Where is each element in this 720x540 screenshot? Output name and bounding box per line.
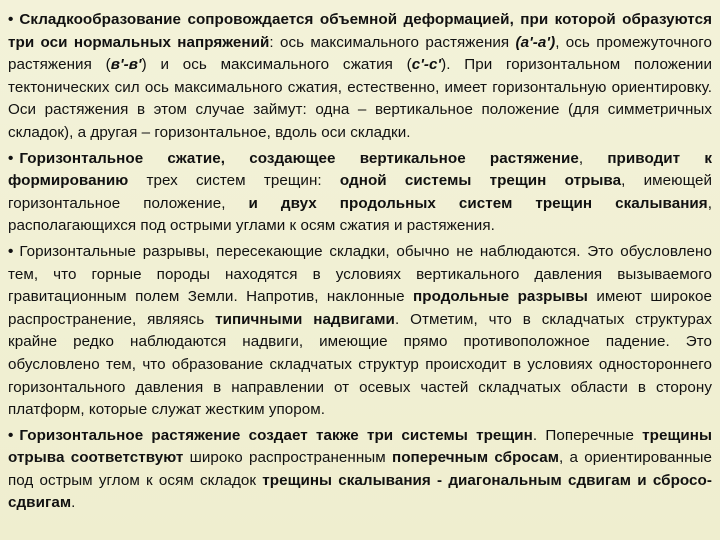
bullet-icon: • xyxy=(8,11,14,28)
paragraph-4-bold-3: поперечным сбросам xyxy=(392,449,559,467)
paragraph-2-text-3: , имеющей горизонтальное положение, xyxy=(8,172,712,212)
paragraph-4-bold-1: Горизонтальное растяжение создает также три системы трещин xyxy=(19,426,533,444)
axis-label-a: (a'-a') xyxy=(515,33,556,51)
paragraph-2-bold-4: и двух продольных систем трещин скалывания xyxy=(248,194,708,212)
paragraph-1-text-2: , ось промежуточного растяжения ( xyxy=(8,33,712,74)
paragraph-2-bold-2: приводит к формированию xyxy=(8,149,712,190)
paragraph-4-bold-4: трещины скалывания - диагональным сдвигам и сбросо-сдвигам xyxy=(8,471,712,512)
paragraph-4-text-3: , а ориентированные под острым углом к осям складок xyxy=(8,449,713,489)
axis-label-c: с'-с' xyxy=(411,56,442,74)
paragraph-1-bold-1: Складкообразование сопровождается объемной деформацией, при которой образуются три оси нормальных напряжений xyxy=(8,11,712,51)
paragraph-2-text-2: трех систем трещин: xyxy=(128,172,340,190)
paragraph-horizontal-extension xyxy=(8,425,712,515)
paragraph-3-bold-1: продольные разрывы xyxy=(413,288,588,306)
paragraph-2-text-1: , xyxy=(578,149,608,167)
bullet-icon: • xyxy=(8,242,14,260)
paragraph-2-bold-1: Горизонтальное сжатие, создающее вертикальное растяжение xyxy=(19,149,579,167)
paragraph-3-text-1: Горизонтальные разрывы, пересекающие складки, обычно не наблюдаются. Это обусловлено тем, что горные породы находятся в условиях вертикального давления вызываемого гравитационным полем Земли. Напротив, наклонные xyxy=(8,242,712,306)
paragraph-fold-formation xyxy=(8,9,712,145)
bullet-icon: • xyxy=(8,149,14,167)
paragraph-4-bold-2: трещины отрыва соответствуют xyxy=(8,426,712,467)
paragraph-1-text-3: ) и ось максимального сжатия ( xyxy=(141,56,412,74)
paragraph-3-bold-2: типичными надвигами xyxy=(215,310,395,328)
bullet-icon: • xyxy=(8,426,14,444)
paragraph-1-text-4: ). При горизонтальном положении тектонических сил ось максимального сжатия, естественно, имеет горизонтальную ориентировку. Оси растяжения в этом случае займут: одна – вертикальное положение (для симметричных складок), а другая – горизонтальное, вдоль оси складки. xyxy=(8,56,713,141)
paragraph-1-text-1: : ось максимального растяжения xyxy=(269,33,516,51)
paragraph-2-text-4: , располагающихся под острыми углами к осям сжатия и растяжения. xyxy=(8,194,712,235)
paragraph-horizontal-faults xyxy=(8,241,712,422)
paragraph-3-text-3: . Отметим, что в складчатых структурах крайне редко наблюдаются надвиги, имеющие прямо противоположное падение. Это обусловлено тем, что образование складчатых структур происходит в условиях одностороннего горизонтального давления в направлении от осевых частей складчатых области в сторону платформ, которые служат жестким упором. xyxy=(8,310,712,419)
paragraph-horizontal-compression xyxy=(8,148,712,238)
paragraph-4-text-2: широко распространенным xyxy=(183,449,392,467)
paragraph-4-text-4: . xyxy=(71,494,76,512)
axis-label-b: в'-в' xyxy=(110,56,142,74)
paragraph-3-text-2: имеют широкое распространение, являясь xyxy=(8,288,712,328)
paragraph-2-bold-3: одной системы трещин отрыва xyxy=(339,172,622,190)
paragraph-4-text-1: . Поперечные xyxy=(532,426,643,444)
